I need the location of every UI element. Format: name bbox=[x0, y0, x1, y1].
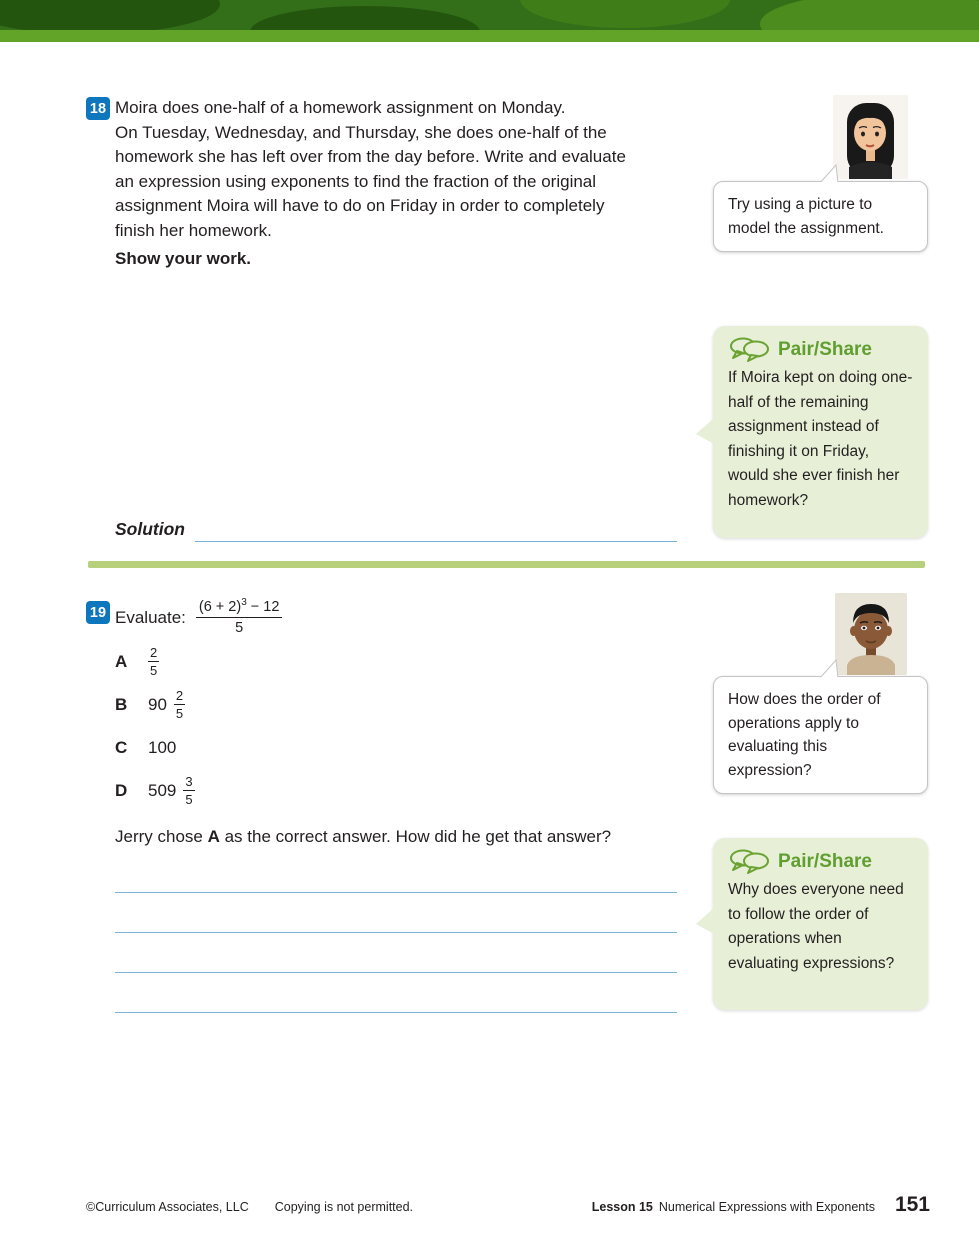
problem-18-line: assignment Moira will have to do on Friday in order to completely bbox=[115, 196, 605, 215]
problem-18-number-badge: 18 bbox=[86, 97, 110, 120]
pair-share-bubbles-icon bbox=[728, 848, 770, 875]
hint-speech-bubble-18 bbox=[713, 181, 928, 252]
expression-numerator: $(6 + 2)^3 - 12$ bbox=[196, 598, 283, 618]
answer-line[interactable] bbox=[115, 973, 677, 1013]
problem-19-number-badge: 19 bbox=[86, 601, 110, 624]
speech-bubble-tail bbox=[814, 163, 844, 183]
pair-share-header bbox=[728, 336, 913, 363]
fraction: $\frac{2}{5}$ bbox=[150, 644, 158, 678]
fraction: $\frac{2}{5}$ bbox=[175, 687, 184, 721]
jerry-question: Jerry chose A as the correct answer. How did he get that answer? bbox=[115, 827, 612, 846]
choice-b-value bbox=[148, 688, 185, 721]
top-banner bbox=[0, 0, 979, 30]
choice-d-value bbox=[148, 774, 195, 807]
fraction: $\frac{3}{5}$ bbox=[185, 773, 193, 807]
expression-denominator: 5 bbox=[235, 620, 244, 637]
pair-share-text-18: If Moira kept on doing one-half of the remaining assignment instead of finishing it on Friday, would she ever finish her homework? bbox=[728, 369, 913, 509]
footer-lesson-label: Lesson 15 bbox=[591, 1200, 653, 1214]
evaluate-label: Evaluate: bbox=[115, 607, 186, 627]
speech-bubble-tail bbox=[814, 658, 844, 678]
choice-d[interactable] bbox=[115, 769, 195, 812]
page-footer bbox=[0, 1192, 979, 1222]
expression-exponent: 3 bbox=[241, 597, 247, 609]
problem-18-line: On Tuesday, Wednesday, and Thursday, she does one-half of the bbox=[115, 122, 607, 142]
choice-b-label: B bbox=[115, 694, 128, 714]
problem-18-line: homework she has left over from the day before. Write and evaluate bbox=[115, 147, 626, 166]
problem-18-text bbox=[115, 96, 700, 243]
girl-avatar bbox=[833, 95, 908, 179]
problem-18-line: an expression using exponents to find the fraction of the original bbox=[115, 171, 597, 191]
pair-share-header bbox=[728, 848, 913, 875]
hint-text-18: Try using a picture to model the assignment. bbox=[728, 196, 884, 237]
whole-number: 509 bbox=[148, 780, 177, 800]
choice-b[interactable] bbox=[115, 683, 195, 726]
whole-number: 90 bbox=[148, 694, 167, 714]
solution-answer-line[interactable] bbox=[195, 520, 677, 542]
whole-number: 100 bbox=[148, 737, 177, 757]
expression-fraction bbox=[196, 598, 283, 637]
hint-text-19: How does the order of operations apply to evaluating this expression? bbox=[728, 691, 881, 779]
boy-avatar bbox=[835, 593, 907, 675]
choice-c[interactable] bbox=[115, 726, 195, 769]
pair-share-title: Pair/Share bbox=[778, 850, 872, 872]
show-your-work-label: Show your work. bbox=[115, 249, 252, 268]
evaluate-row bbox=[115, 598, 282, 637]
solution-row bbox=[115, 514, 677, 542]
footer-page-number: 151 bbox=[894, 1193, 930, 1216]
pair-share-box-18 bbox=[713, 326, 928, 538]
problem-18-line: finish her homework. bbox=[115, 220, 272, 240]
answer-line[interactable] bbox=[115, 893, 677, 933]
pair-share-tail bbox=[696, 418, 714, 444]
banner-leaf-shape bbox=[760, 0, 979, 30]
banner-leaf-shape bbox=[0, 0, 220, 30]
pair-share-box-19 bbox=[713, 838, 928, 1010]
footer-lesson-info bbox=[592, 1192, 930, 1217]
pair-share-title: Pair/Share bbox=[778, 338, 872, 360]
banner-leaf-shape bbox=[250, 6, 480, 30]
hint-speech-bubble-19 bbox=[713, 676, 928, 794]
pair-share-text-19: Why does everyone need to follow the order of operations when evaluating expressions? bbox=[728, 881, 904, 972]
section-divider bbox=[88, 561, 925, 568]
solution-label: Solution bbox=[115, 519, 185, 539]
answer-line[interactable] bbox=[115, 933, 677, 973]
choice-d-label: D bbox=[115, 780, 128, 800]
problem-18-line: Moira does one-half of a homework assignment on Monday. bbox=[115, 98, 566, 117]
banner-green-strip bbox=[0, 30, 979, 42]
pair-share-tail bbox=[696, 908, 714, 934]
answer-choices bbox=[115, 640, 195, 812]
pair-share-bubbles-icon bbox=[728, 336, 770, 363]
jerry-choice-letter: A bbox=[207, 827, 220, 846]
answer-line[interactable] bbox=[115, 853, 677, 893]
choice-c-value bbox=[148, 738, 176, 758]
choice-a[interactable] bbox=[115, 640, 195, 683]
choice-c-label: C bbox=[115, 737, 128, 757]
footer-lesson-title: Numerical Expressions with Exponents bbox=[658, 1200, 875, 1214]
banner-leaf-shape bbox=[520, 0, 730, 28]
choice-a-value bbox=[148, 645, 159, 678]
choice-a-label: A bbox=[115, 651, 128, 671]
answer-lines bbox=[115, 853, 677, 1013]
footer-copyright: ©Curriculum Associates, LLC Copying is not permitted. bbox=[86, 1200, 414, 1214]
